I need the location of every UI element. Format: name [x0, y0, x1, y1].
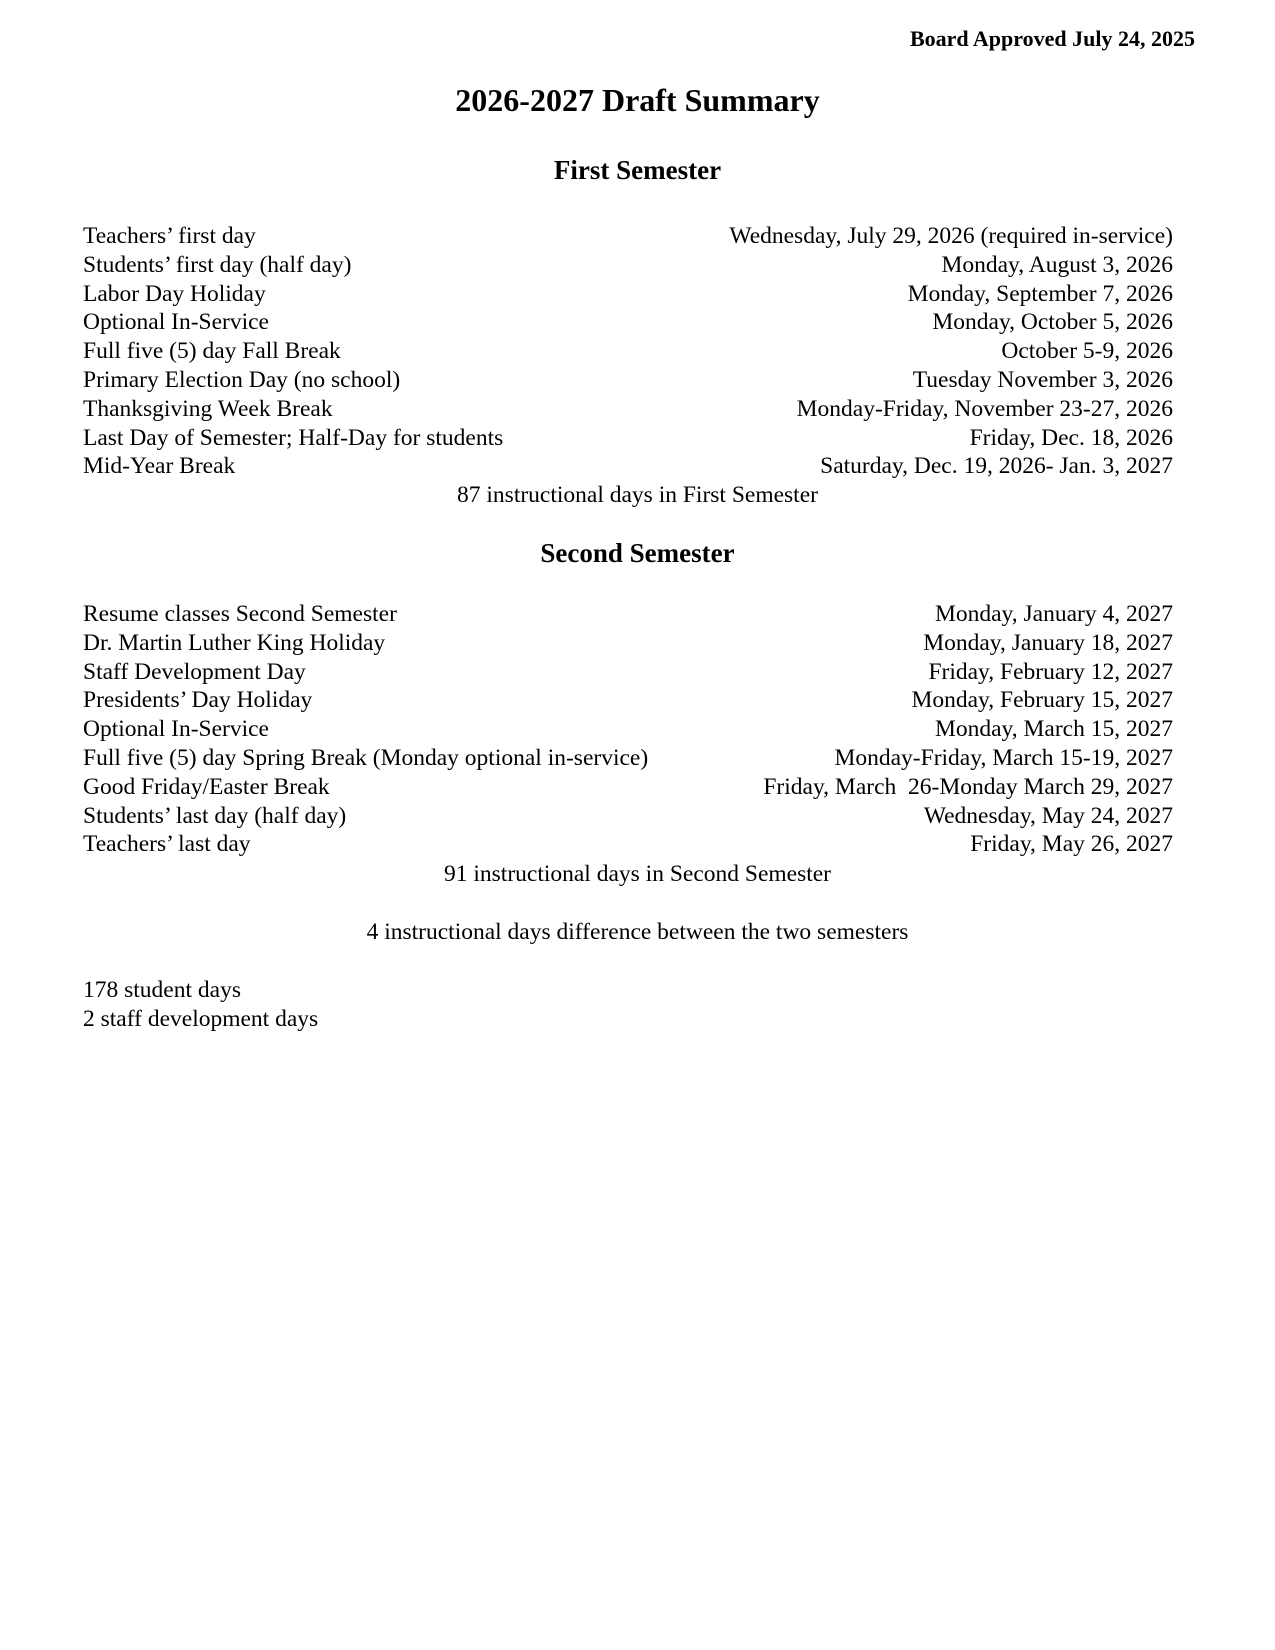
event-label: Primary Election Day (no school): [83, 366, 401, 393]
schedule-row: [83, 424, 1173, 453]
event-label: Full five (5) day Spring Break (Monday optional in-service): [83, 744, 649, 771]
event-label: Last Day of Semester; Half-Day for students: [83, 424, 504, 451]
schedule-row: [83, 452, 1173, 481]
schedule-row: [83, 251, 1173, 280]
semester-difference-note: 4 instructional days difference between the two semesters: [366, 919, 909, 945]
schedule-row: [83, 308, 1173, 337]
event-label: Resume classes Second Semester: [83, 601, 397, 627]
schedule-row: [83, 744, 1173, 773]
event-date: Monday, January 18, 2027: [923, 629, 1173, 656]
schedule-row: [83, 658, 1173, 687]
second-semester-heading: Second Semester: [540, 538, 735, 568]
student-days-total: 178 student days: [83, 977, 241, 1003]
first-semester-schedule: [83, 222, 1173, 481]
schedule-row: [83, 715, 1173, 744]
event-date: Friday, Dec. 18, 2026: [969, 424, 1173, 451]
totals-block: [83, 976, 318, 1034]
event-label: Labor Day Holiday: [83, 280, 266, 307]
event-date: Friday, May 26, 2027: [970, 831, 1173, 858]
event-date: Monday, October 5, 2026: [932, 309, 1173, 336]
event-date: Wednesday, May 24, 2027: [923, 802, 1173, 829]
event-label: Students’ last day (half day): [83, 802, 347, 829]
event-label: Students’ first day (half day): [83, 251, 352, 278]
event-label: Good Friday/Easter Break: [83, 773, 330, 800]
event-label: Teachers’ first day: [83, 223, 256, 249]
event-label: Dr. Martin Luther King Holiday: [83, 629, 386, 656]
first-semester-summary: 87 instructional days in First Semester: [457, 482, 818, 508]
first-semester-heading: First Semester: [553, 155, 722, 185]
event-label: Thanksgiving Week Break: [83, 395, 333, 422]
schedule-row: [83, 600, 1173, 629]
event-date: Monday, February 15, 2027: [911, 687, 1173, 714]
event-label: Optional In-Service: [83, 716, 269, 743]
staff-days-total: 2 staff development days: [83, 1005, 319, 1032]
second-semester-schedule: [83, 600, 1173, 859]
event-label: Staff Development Day: [83, 658, 306, 685]
schedule-row: [83, 280, 1173, 309]
schedule-row: [83, 337, 1173, 366]
event-date: Monday, March 15, 2027: [934, 716, 1173, 743]
event-date: Friday, February 12, 2027: [928, 658, 1173, 685]
event-label: Teachers’ last day: [83, 831, 251, 858]
event-label: Mid-Year Break: [83, 453, 236, 480]
event-date: Saturday, Dec. 19, 2026- Jan. 3, 2027: [820, 453, 1173, 480]
event-label: Optional In-Service: [83, 309, 269, 336]
schedule-row: [83, 222, 1173, 251]
second-semester-summary: 91 instructional days in Second Semester: [443, 861, 832, 887]
event-label: Presidents’ Day Holiday: [83, 687, 313, 714]
approval-note: Board Approved July 24, 2025: [909, 26, 1195, 51]
schedule-row: [83, 395, 1173, 424]
schedule-row: [83, 686, 1173, 715]
page-title: 2026-2027 Draft Summary: [455, 82, 820, 118]
event-date: Tuesday November 3, 2026: [912, 366, 1173, 393]
event-date: Monday-Friday, November 23-27, 2026: [796, 395, 1173, 422]
schedule-row: [83, 366, 1173, 395]
event-date: Monday, January 4, 2027: [934, 601, 1173, 627]
event-date: October 5-9, 2026: [1001, 338, 1173, 365]
schedule-row: [83, 773, 1173, 802]
event-date: Monday, August 3, 2026: [941, 251, 1173, 278]
event-date: Monday, September 7, 2026: [907, 280, 1173, 307]
schedule-row: [83, 629, 1173, 658]
schedule-row: [83, 830, 1173, 859]
event-date: Friday, March 26-Monday March 29, 2027: [763, 773, 1173, 800]
schedule-row: [83, 802, 1173, 831]
event-date: Monday-Friday, March 15-19, 2027: [834, 744, 1173, 771]
event-date: Wednesday, July 29, 2026 (required in-service): [729, 223, 1173, 249]
event-label: Full five (5) day Fall Break: [83, 338, 341, 365]
